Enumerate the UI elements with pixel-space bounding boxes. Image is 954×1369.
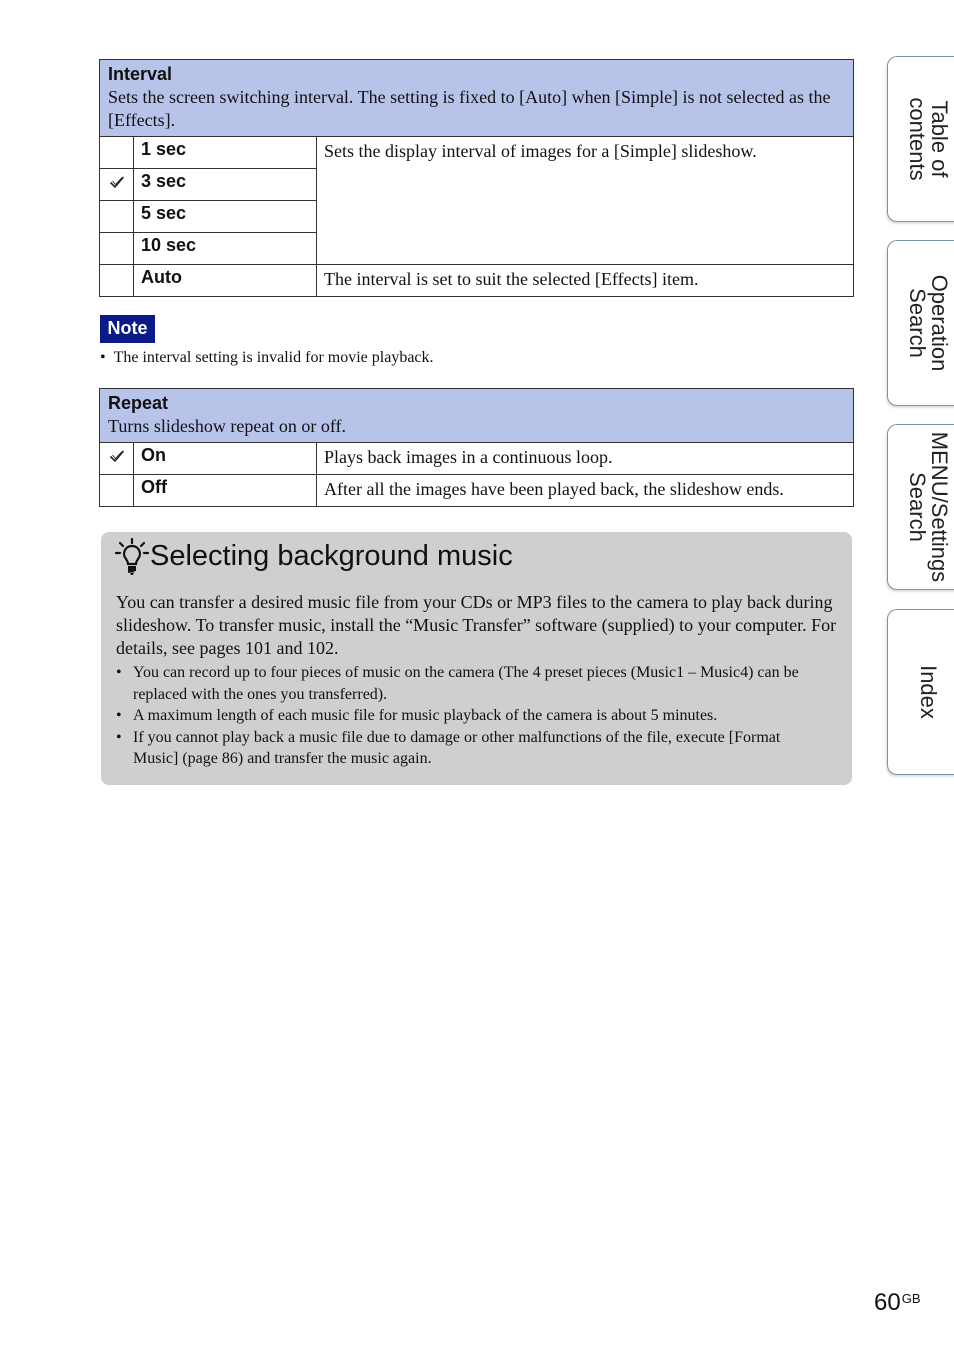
tab-table-of-contents-line1: Table of — [927, 100, 952, 178]
interval-header — [100, 60, 854, 137]
repeat-option-on: On — [134, 443, 317, 475]
note-text: The interval setting is invalid for movie playback. — [113, 349, 434, 366]
repeat-option-off: Off — [134, 475, 317, 507]
checkmark-icon — [109, 449, 125, 463]
tab-menu-settings-search-line2: Search — [905, 472, 930, 542]
repeat-header — [100, 389, 854, 443]
tip-body: You can transfer a desired music file from your CDs or MP3 files to the camera to play back during slideshow. To transfer music, install the “Music Transfer” software (supplied) to your computer. For details, see pages 101 and 102. — [116, 592, 837, 658]
note-bullet: • — [100, 349, 114, 366]
interval-option-1: 1 sec — [134, 137, 317, 169]
interval-option-2: 3 sec — [134, 169, 317, 201]
tab-menu-settings-search-line1: MENU/Settings — [927, 431, 952, 583]
note-item — [100, 347, 434, 368]
interval-auto-description: The interval is set to suit the selected [Effects] item. — [317, 265, 854, 297]
tab-table-of-contents[interactable] — [887, 56, 954, 222]
interval-check-cell-3 — [100, 201, 134, 233]
repeat-table — [99, 388, 854, 507]
list-item: • You can record up to four pieces of music on the camera (The 4 preset pieces (Music1 – Music4) can be replaced with the ones you transferred). — [116, 662, 826, 705]
tab-index[interactable] — [887, 609, 954, 775]
repeat-title: Repeat — [108, 393, 169, 413]
checkmark-icon — [109, 175, 125, 189]
tip-title: Selecting background music — [150, 540, 513, 572]
interval-title: Interval — [108, 64, 173, 84]
page-number-suffix: GB — [901, 1291, 921, 1306]
note-badge: Note — [100, 315, 155, 343]
lightbulb-icon — [114, 537, 150, 577]
tab-operation-search-line1: Operation — [927, 274, 952, 372]
tip-bullet-list — [116, 662, 826, 770]
tab-index-line1: Index — [916, 665, 941, 719]
interval-option-3: 5 sec — [134, 201, 317, 233]
list-item: • A maximum length of each music file for music playback of the camera is about 5 minutes. — [116, 705, 826, 727]
interval-option-4: 10 sec — [134, 233, 317, 265]
interval-check-cell-1 — [100, 137, 134, 169]
page-number — [874, 1289, 921, 1317]
tab-operation-search-line2: Search — [905, 288, 930, 358]
repeat-off-description: After all the images have been played back, the slideshow ends. — [317, 475, 854, 507]
interval-table — [99, 59, 854, 297]
page-number-value: 60 — [874, 1289, 901, 1316]
tab-table-of-contents-line2: contents — [905, 97, 930, 181]
interval-check-cell-4 — [100, 233, 134, 265]
tab-operation-search[interactable] — [887, 240, 954, 406]
repeat-check-cell-on — [100, 443, 134, 475]
repeat-description: Turns slideshow repeat on or off. — [108, 416, 346, 436]
interval-check-cell-auto — [100, 265, 134, 297]
repeat-on-description: Plays back images in a continuous loop. — [317, 443, 854, 475]
interval-group-description: Sets the display interval of images for a [Simple] slideshow. — [317, 137, 854, 265]
interval-option-auto: Auto — [134, 265, 317, 297]
interval-description: Sets the screen switching interval. The setting is fixed to [Auto] when [Simple] is not selected as the [Effects]. — [108, 87, 831, 130]
tab-menu-settings-search[interactable] — [887, 424, 954, 590]
repeat-check-cell-off — [100, 475, 134, 507]
list-item: • If you cannot play back a music file due to damage or other malfunctions of the file, execute [Format Music] (page 86) and transfer the music again. — [116, 727, 826, 770]
interval-check-cell-2 — [100, 169, 134, 201]
